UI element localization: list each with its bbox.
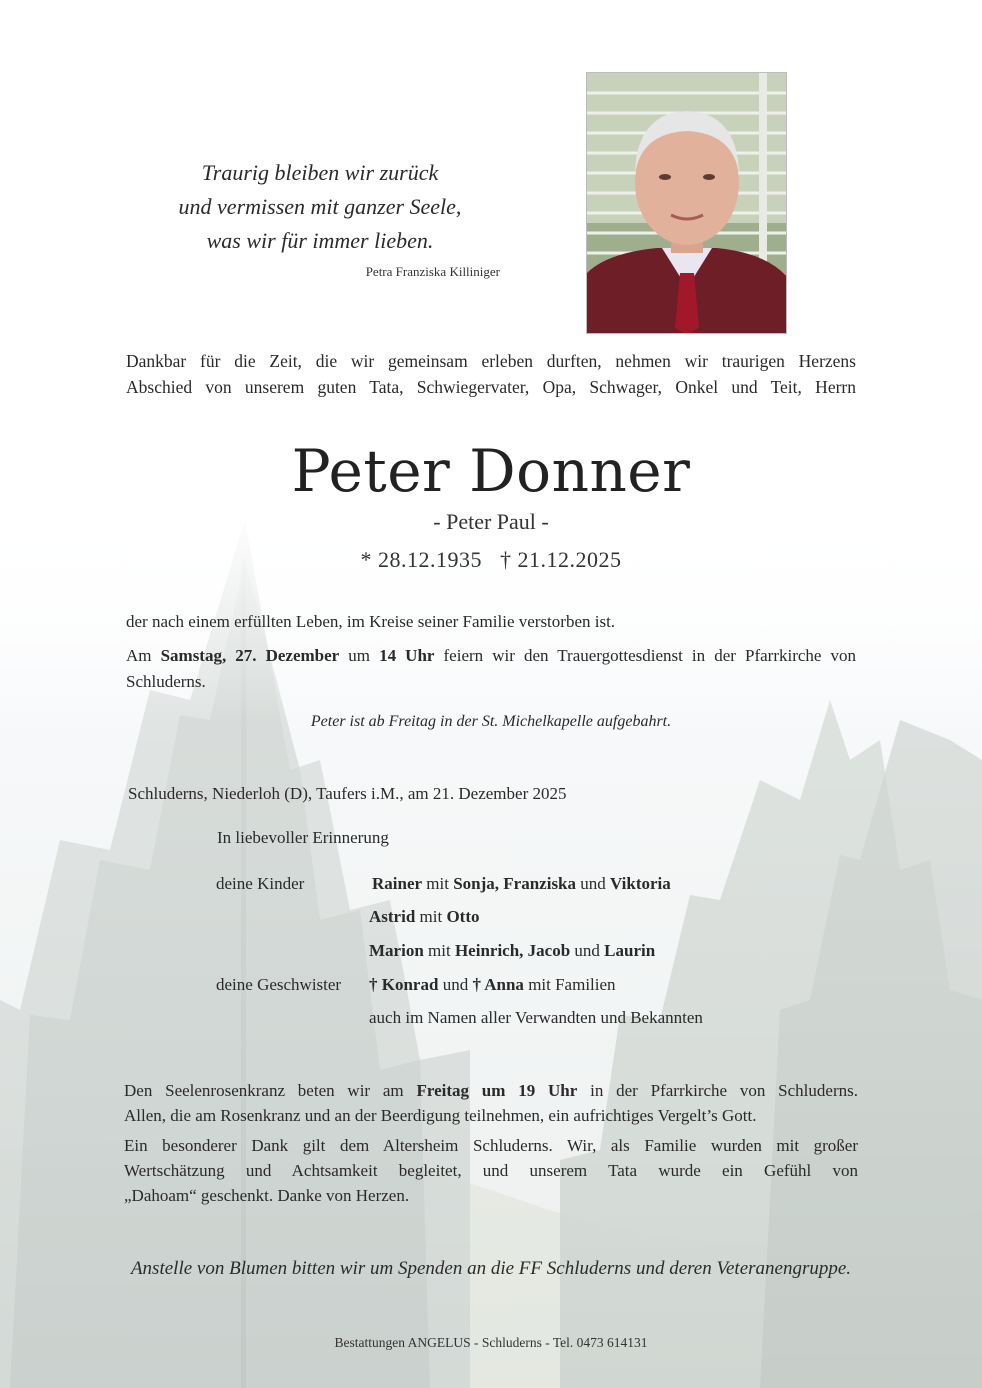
quote-line: was wir für immer lieben. — [206, 228, 434, 253]
deceased-name: Peter Donner — [291, 437, 691, 505]
text-span: und — [438, 975, 473, 994]
text-span: feiern wir den Trauergottesdienst in der Pfarrkirche von Schluderns. — [126, 646, 857, 691]
quote-line: und vermissen mit ganzer Seele, — [178, 194, 462, 219]
family-row — [369, 941, 655, 961]
intro-text — [126, 348, 856, 400]
text-span: mit — [423, 941, 455, 960]
text-span: mit — [422, 874, 454, 893]
death-statement: der nach einem erfüllten Leben, im Kreise seiner Familie verstorben ist. — [126, 612, 616, 631]
family-row — [369, 975, 616, 995]
rosary-info — [124, 1078, 858, 1128]
text-span: mit — [415, 907, 447, 926]
thanks-line: Wertschätzung und Achtsamkeit begleitet, und unserem Tata wurde ein Gefühl von — [124, 1161, 858, 1180]
name: Otto — [446, 907, 480, 926]
family-row — [369, 907, 480, 927]
rosary-line: Allen, die am Rosenkranz und an der Beerdigung teilnehmen, ein aufrichtiges Vergelt’s Gott. — [124, 1106, 757, 1125]
funeral-home-footer: Bestattungen ANGELUS - Schluderns - Tel. 0473 614131 — [334, 1335, 648, 1350]
portrait-photo — [586, 72, 787, 334]
portrait-image — [587, 73, 787, 334]
name: Laurin — [604, 941, 656, 960]
intro-line: Abschied von unserem guten Tata, Schwiegervater, Opa, Schwager, Onkel und Teit, Herrn — [126, 377, 856, 397]
place-and-date: Schluderns, Niederloh (D), Taufers i.M., am 21. Dezember 2025 — [128, 784, 567, 803]
quote-author: Petra Franziska Killiniger — [365, 264, 500, 279]
donation-request: Anstelle von Blumen bitten wir um Spenden an die FF Schluderns und deren Veteranengruppe. — [130, 1258, 852, 1279]
rosary-line — [124, 1078, 858, 1103]
name: Rainer — [372, 874, 423, 893]
siblings-label: deine Geschwister — [216, 975, 342, 994]
memorial-quote — [150, 156, 490, 258]
name: Astrid — [369, 907, 416, 926]
children-label: deine Kinder — [216, 874, 305, 893]
thanks-line: Ein besonderer Dank gilt dem Altersheim Schluderns. Wir, als Familie wurden mit großer — [124, 1136, 858, 1155]
family-row — [372, 874, 671, 894]
text-span: und — [570, 941, 605, 960]
name: † Anna — [472, 975, 524, 994]
in-memory-line: In liebevoller Erinnerung — [217, 828, 389, 847]
thanks-line: „Dahoam“ geschenkt. Danke von Herzen. — [124, 1186, 410, 1205]
text-span: und — [576, 874, 611, 893]
laid-out-info: Peter ist ab Freitag in der St. Michelkapelle aufgebahrt. — [310, 713, 672, 730]
service-time: 14 Uhr — [379, 646, 435, 665]
name: Sonja, Franziska — [453, 874, 577, 893]
quote-line: Traurig bleiben wir zurück — [201, 160, 439, 185]
name: † Konrad — [369, 975, 439, 994]
name: Viktoria — [610, 874, 671, 893]
thanks-paragraph — [124, 1133, 858, 1208]
text-span: in der Pfarrkirche von Schluderns. — [577, 1081, 858, 1100]
relatives-line: auch im Namen aller Verwandten und Bekannten — [369, 1008, 703, 1027]
text-span: mit Familien — [523, 975, 616, 994]
name: Marion — [369, 941, 424, 960]
intro-line: Dankbar für die Zeit, die wir gemeinsam erleben durften, nehmen wir traurigen Herzens — [126, 351, 856, 371]
life-dates: * 28.12.1935 † 21.12.2025 — [360, 547, 622, 572]
text-span: Am — [126, 646, 161, 665]
name: Heinrich, Jacob — [454, 941, 571, 960]
text-span: Den Seelenrosenkranz beten wir am — [124, 1081, 417, 1100]
service-date: Samstag, 27. Dezember — [160, 646, 340, 665]
text-span: um — [339, 646, 380, 665]
rosary-time: Freitag um 19 Uhr — [416, 1081, 578, 1100]
funeral-service-info — [126, 643, 856, 695]
deceased-nickname: - Peter Paul - — [433, 509, 549, 534]
